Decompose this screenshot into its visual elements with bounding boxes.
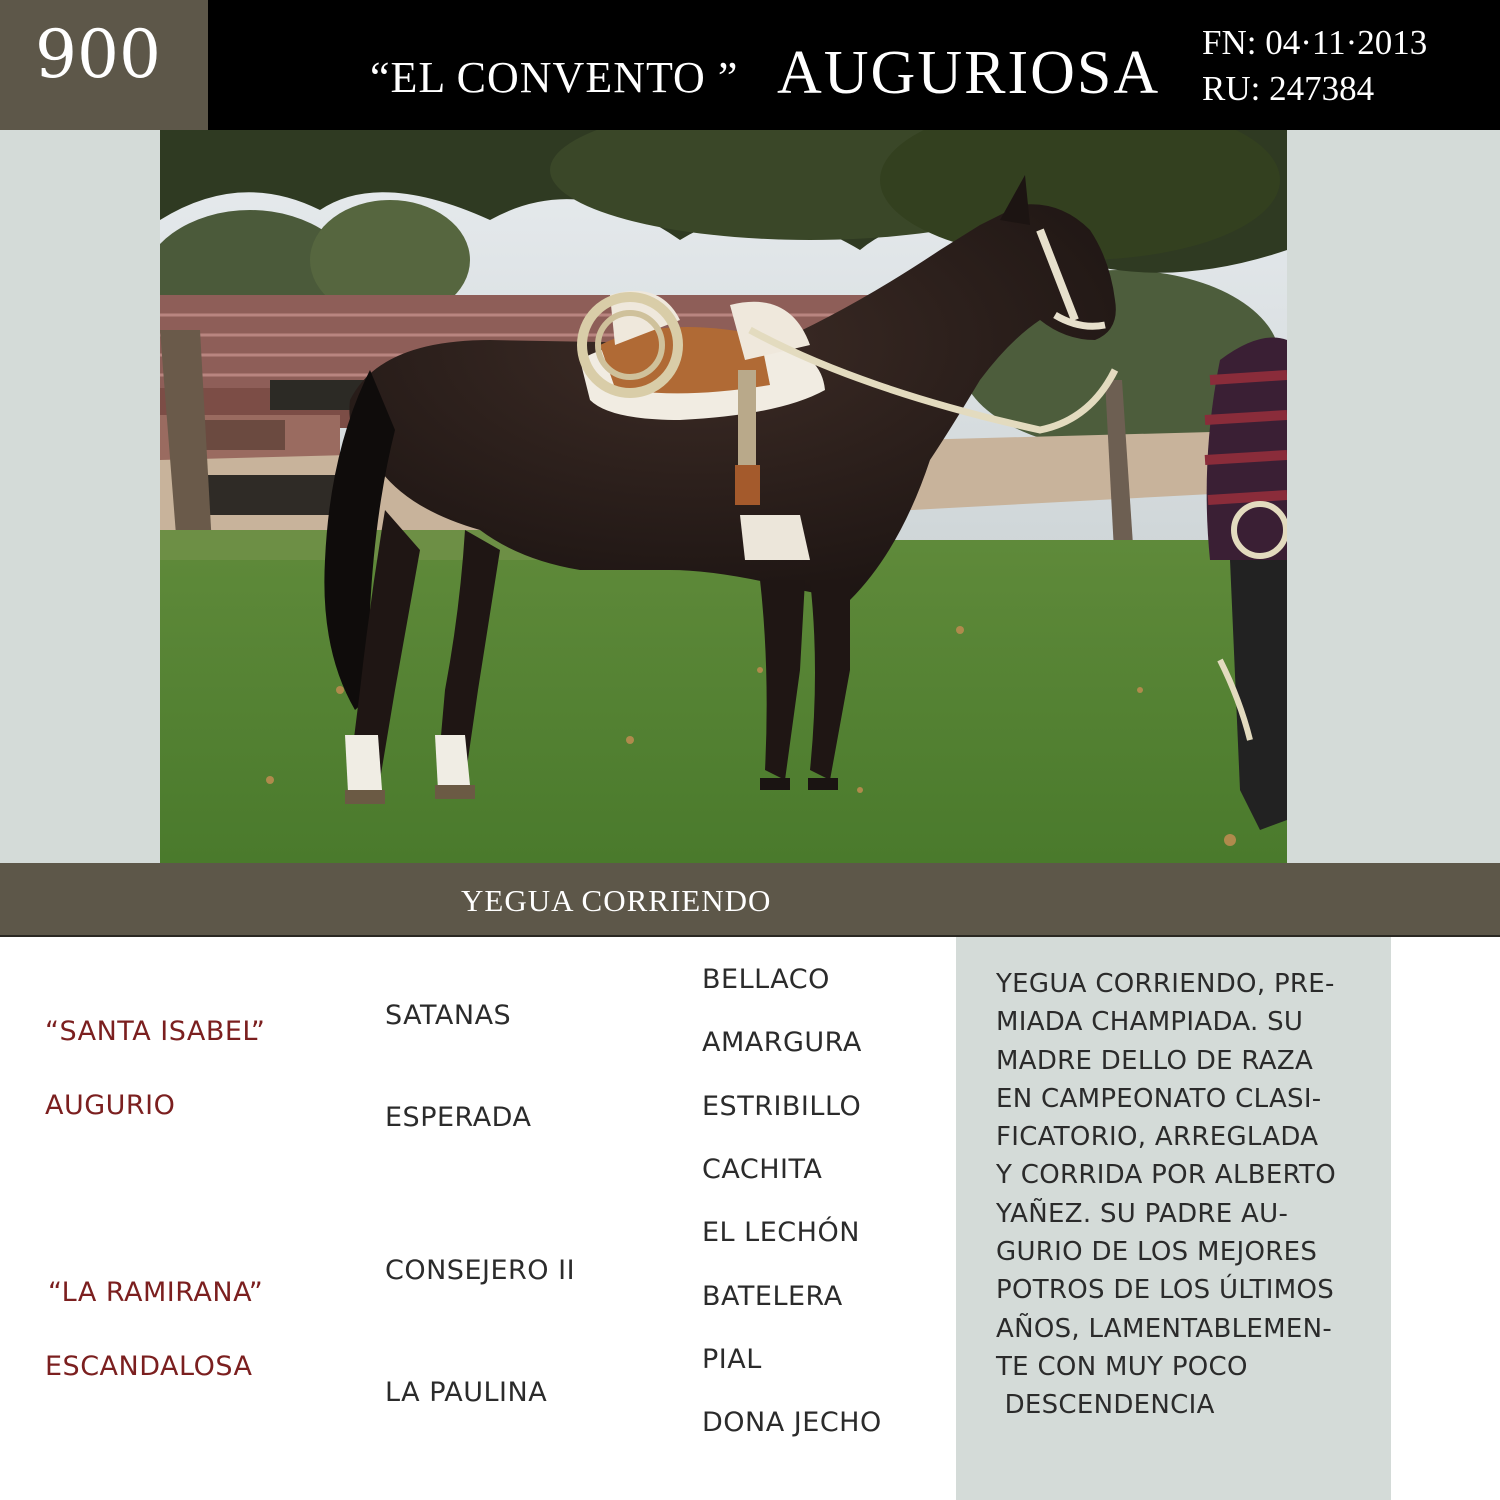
great-grandparent-item: PIAL	[702, 1344, 762, 1375]
registration-number: RU: 247384	[1202, 69, 1375, 108]
farm-name: “EL CONVENTO ”	[370, 53, 739, 102]
great-grandparent-item: DONA JECHO	[702, 1407, 882, 1438]
horse-name: AUGURIOSA	[777, 39, 1161, 107]
birth-date: FN: 04·11·2013	[1202, 23, 1428, 62]
description-text: YEGUA CORRIENDO, PRE- MIADA CHAMPIADA. SU MADRE DELLO DE RAZA EN CAMPEONATO CLASI- FICATORIO, ARREGLADA Y CORRIDA POR ALBERTO YAÑEZ. SU PADRE AU- GURIO DE LOS MEJORES POTROS DE LOS ÚLTIMOS AÑOS, LAMENTABLEMEN- TE CON MUY POCO DESCENDENCIA	[996, 969, 1337, 1421]
great-grandparent-item: BELLACO	[702, 964, 830, 995]
lot-number: 900	[35, 16, 161, 93]
sire-breeder: “SANTA ISABEL”	[45, 1016, 266, 1047]
grandparent-item: CONSEJERO II	[385, 1255, 576, 1286]
great-grandparent-item: AMARGURA	[702, 1027, 862, 1058]
description-panel	[956, 937, 1391, 1500]
grandparent-item: LA PAULINA	[385, 1377, 548, 1408]
great-grandparent-item: EL LECHÓN	[702, 1217, 860, 1248]
grandparent-item: ESPERADA	[385, 1102, 532, 1133]
photo-band	[0, 130, 1500, 863]
lot-badge	[0, 0, 208, 130]
category-band	[0, 863, 1500, 937]
dam-breeder: “LA RAMIRANA”	[48, 1277, 264, 1308]
dam-name: ESCANDALOSA	[45, 1351, 253, 1382]
horse-photo	[160, 130, 1287, 863]
sire-name: AUGURIO	[45, 1090, 176, 1121]
grandparent-item: SATANAS	[385, 1000, 512, 1031]
header-bar	[0, 0, 1500, 130]
horse-photo-image	[160, 130, 1287, 863]
category-label: YEGUA CORRIENDO	[461, 883, 772, 918]
registration-info	[1202, 20, 1427, 112]
great-grandparent-item: BATELERA	[702, 1281, 843, 1312]
great-grandparent-item: ESTRIBILLO	[702, 1091, 862, 1122]
great-grandparent-item: CACHITA	[702, 1154, 823, 1185]
